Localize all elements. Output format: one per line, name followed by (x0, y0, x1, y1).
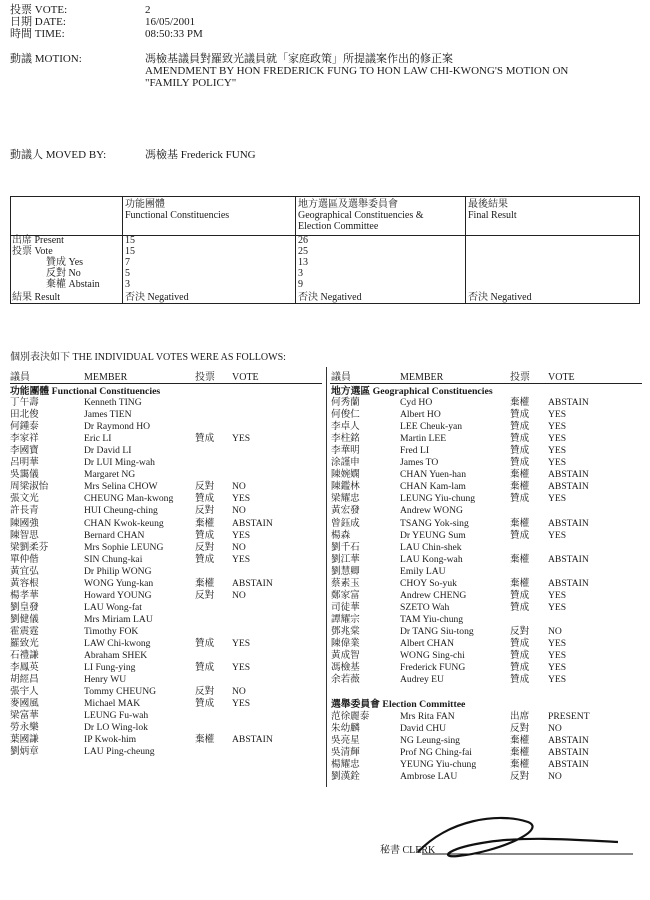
member-name-en: Andrew WONG (400, 505, 463, 517)
member-name-en: HUI Cheung-ching (84, 505, 158, 517)
vote-zh: 反對 (510, 771, 530, 783)
vote-zh: 反對 (195, 481, 215, 493)
vote-en: YES (548, 457, 567, 469)
member-name-en: NG Leung-sing (400, 735, 460, 747)
date-label: 日期 DATE: (10, 16, 66, 28)
vote-en: YES (232, 698, 251, 710)
member-name-en: Prof NG Ching-fai (400, 747, 472, 759)
header-rule-right (330, 383, 642, 384)
vote-zh: 贊成 (510, 589, 530, 601)
vote-en: YES (232, 493, 251, 505)
member-name-en: LAW Chi-kwong (84, 638, 151, 649)
member-name-zh: 何鍾泰 (10, 421, 39, 433)
member-name-zh: 李華明 (331, 445, 360, 457)
member-name-zh: 黃宜弘 (10, 565, 39, 577)
vote-en: ABSTAIN (548, 553, 589, 565)
functional-yes: 7 (125, 257, 130, 268)
member-name-zh: 田北俊 (10, 409, 39, 421)
vote-en: YES (548, 601, 567, 613)
vote-en: ABSTAIN (232, 577, 273, 589)
vote-en: YES (548, 662, 567, 674)
vote-zh: 贊成 (510, 650, 530, 662)
member-name-zh: 司徒華 (331, 601, 360, 613)
col-vote-zh-left: 投票 (195, 372, 215, 383)
member-name-en: WONG Sing-chi (400, 650, 465, 662)
vote-en: YES (548, 638, 567, 649)
vote-zh: 棄權 (195, 734, 215, 746)
member-name-en: Dr YEUNG Sum (400, 529, 466, 541)
vote-en: NO (232, 541, 246, 553)
member-name-zh: 許長青 (10, 505, 39, 517)
member-name-en: Dr Raymond HO (84, 421, 151, 433)
member-name-en: LAU Kong-wah (400, 553, 463, 565)
member-name-en: TSANG Yok-sing (400, 517, 469, 529)
member-name-en: LAU Ping-cheung (84, 746, 155, 758)
member-name-zh: 霍震霆 (10, 625, 39, 637)
member-name-en: WONG Yung-kan (84, 577, 154, 589)
vote-en: YES (548, 493, 567, 505)
row-label-no: 反對 No (46, 268, 81, 279)
member-name-en: Mrs Sophie LEUNG (84, 541, 164, 553)
vote-en: ABSTAIN (548, 469, 589, 481)
member-name-en: Martin LEE (400, 433, 447, 445)
vote-zh: 贊成 (510, 409, 530, 421)
member-name-zh: 鄧兆棠 (331, 625, 360, 637)
header-functional-en: Functional Constituencies (125, 210, 230, 221)
vote-en: YES (548, 433, 567, 445)
member-name-zh: 李家祥 (10, 433, 39, 445)
col-member-en-left: MEMBER (84, 372, 128, 383)
vote-zh: 贊成 (195, 529, 215, 541)
member-name-en: Dr LO Wing-lok (84, 722, 148, 734)
member-name-zh: 周梁淑怡 (10, 481, 49, 493)
member-name-zh: 余若薇 (331, 674, 360, 686)
member-name-zh: 何秀蘭 (331, 397, 360, 408)
vote-zh: 贊成 (510, 421, 530, 433)
vote-zh: 棄權 (510, 517, 530, 529)
vote-zh: 贊成 (510, 638, 530, 649)
member-name-zh: 劉慧卿 (331, 565, 360, 577)
member-name-zh: 劉漢銓 (331, 771, 360, 783)
vote-zh: 棄權 (510, 747, 530, 759)
member-name-zh: 吳亮星 (331, 735, 360, 747)
vote-zh: 棄權 (510, 397, 530, 408)
member-name-en: SZETO Wah (400, 601, 450, 613)
motion-title-en: AMENDMENT BY HON FREDERICK FUNG TO HON LAW CHI-KWONG'S MOTION ON (145, 65, 569, 77)
vote-en: NO (232, 686, 246, 698)
row-label-abstain: 棄權 Abstain (46, 279, 100, 290)
member-name-zh: 陳婉嫻 (331, 469, 360, 481)
member-name-zh: 呂明華 (10, 457, 39, 469)
functional-vote: 15 (125, 246, 135, 257)
member-name-zh: 陳鑑林 (331, 481, 360, 493)
member-name-en: Howard YOUNG (84, 589, 152, 601)
member-name-en: Tommy CHEUNG (84, 686, 157, 698)
member-name-en: Mrs Miriam LAU (84, 613, 153, 625)
vote-en: YES (232, 529, 251, 541)
clerk-label: 秘書 CLERK (380, 845, 436, 856)
vote-en: ABSTAIN (548, 397, 589, 408)
member-name-en: CHEUNG Man-kwong (84, 493, 174, 505)
vote-zh: 反對 (195, 589, 215, 601)
vote-en: ABSTAIN (232, 734, 273, 746)
member-name-zh: 朱幼麟 (331, 723, 360, 735)
vote-en: NO (548, 625, 562, 637)
vote-en: YES (548, 421, 567, 433)
header-geographical-en-2: Election Committee (298, 221, 379, 232)
vote-zh: 贊成 (195, 553, 215, 565)
member-name-zh: 涂謹申 (331, 457, 360, 469)
member-name-en: Kenneth TING (84, 397, 142, 408)
vote-number-label: 投票 VOTE: (10, 4, 68, 16)
header-functional-zh: 功能團體 (125, 199, 165, 210)
member-name-en: Dr TANG Siu-tong (400, 625, 474, 637)
functional-no: 5 (125, 268, 130, 279)
member-name-zh: 陳智思 (10, 529, 39, 541)
vote-zh: 贊成 (195, 493, 215, 505)
vote-zh: 棄權 (510, 481, 530, 493)
geographical-result: 否決 Negatived (298, 292, 362, 303)
vote-zh: 贊成 (510, 674, 530, 686)
member-name-en: CHAN Kam-lam (400, 481, 466, 493)
vote-zh: 反對 (195, 686, 215, 698)
col-member-en-right: MEMBER (400, 372, 444, 383)
member-name-en: Audrey EU (400, 674, 444, 686)
moved-by-label: 動議人 MOVED BY: (10, 149, 107, 161)
header-geographical-zh: 地方選區及選舉委員會 (298, 199, 398, 210)
member-name-en: Frederick FUNG (400, 662, 466, 674)
motion-title-zh: 馮檢基議員對羅致光議員就「家庭政策」所提議案作出的修正案 (145, 53, 453, 65)
member-name-zh: 麥國風 (10, 698, 39, 710)
vote-zh: 贊成 (510, 493, 530, 505)
functional-result: 否決 Negatived (125, 292, 189, 303)
vote-en: YES (548, 674, 567, 686)
member-name-en: Michael MAK (84, 698, 141, 710)
member-name-zh: 劉千石 (331, 541, 360, 553)
vote-en: YES (232, 638, 251, 649)
member-name-en: CHOY So-yuk (400, 577, 457, 589)
member-name-en: Eric LI (84, 433, 112, 445)
vote-zh: 贊成 (510, 662, 530, 674)
member-name-en: LAU Wong-fat (84, 601, 142, 613)
member-name-zh: 石禮謙 (10, 650, 39, 662)
vote-zh: 贊成 (195, 662, 215, 674)
member-name-en: TAM Yiu-chung (400, 613, 464, 625)
vote-zh: 贊成 (195, 638, 215, 649)
member-name-zh: 勞永樂 (10, 722, 39, 734)
member-name-zh: 梁耀忠 (331, 493, 360, 505)
vote-zh: 贊成 (510, 457, 530, 469)
vote-en: ABSTAIN (548, 759, 589, 771)
geographical-vote: 25 (298, 246, 308, 257)
member-name-en: Bernard CHAN (84, 529, 145, 541)
member-name-zh: 李柱銘 (331, 433, 360, 445)
vote-zh: 贊成 (510, 445, 530, 457)
vote-en: YES (548, 650, 567, 662)
member-name-en: David CHU (400, 723, 447, 735)
member-name-en: SIN Chung-kai (84, 553, 143, 565)
member-name-en: Dr Philip WONG (84, 565, 152, 577)
member-name-en: LEUNG Fu-wah (84, 710, 149, 722)
member-name-zh: 劉炳章 (10, 746, 39, 758)
vote-en: YES (548, 445, 567, 457)
member-name-zh: 張宇人 (10, 686, 39, 698)
member-name-en: Cyd HO (400, 397, 433, 408)
header-rule-left (10, 383, 322, 384)
vote-zh: 棄權 (510, 735, 530, 747)
vote-zh: 棄權 (195, 517, 215, 529)
geographical-abstain: 9 (298, 279, 303, 290)
row-label-yes: 贊成 Yes (46, 257, 84, 268)
member-name-en: LI Fung-ying (84, 662, 136, 674)
member-name-zh: 劉江華 (331, 553, 360, 565)
member-name-en: James TIEN (84, 409, 132, 421)
vote-en: ABSTAIN (548, 577, 589, 589)
member-name-zh: 楊森 (331, 529, 351, 541)
vote-zh: 棄權 (510, 553, 530, 565)
vote-en: ABSTAIN (548, 481, 589, 493)
vote-zh: 反對 (510, 723, 530, 735)
member-name-en: YEUNG Yiu-chung (400, 759, 477, 771)
vote-en: YES (548, 409, 567, 421)
member-name-en: Dr David LI (84, 445, 132, 457)
col-vote-en-right: VOTE (548, 372, 575, 383)
time-value: 08:50:33 PM (145, 28, 203, 40)
geographical-present: 26 (298, 235, 308, 246)
member-name-zh: 楊耀忠 (331, 759, 360, 771)
member-name-en: Andrew CHENG (400, 589, 467, 601)
member-name-en: Emily LAU (400, 565, 446, 577)
header-geographical-en: Geographical Constituencies & (298, 210, 424, 221)
vote-en: NO (232, 505, 246, 517)
col-member-zh-right: 議員 (331, 372, 351, 383)
member-name-zh: 李國寶 (10, 445, 39, 457)
vote-zh: 反對 (195, 541, 215, 553)
row-label-result: 結果 Result (12, 292, 61, 303)
member-name-en: Albert HO (400, 409, 441, 421)
vote-zh: 棄權 (510, 469, 530, 481)
member-name-zh: 梁富華 (10, 710, 39, 722)
vote-en: NO (548, 723, 562, 735)
member-name-zh: 梁劉柔芬 (10, 541, 49, 553)
vote-zh: 贊成 (510, 601, 530, 613)
member-name-zh: 楊孝華 (10, 589, 39, 601)
member-name-en: Dr LUI Ming-wah (84, 457, 155, 469)
member-name-en: Fred LI (400, 445, 430, 457)
date-value: 16/05/2001 (145, 16, 196, 28)
vote-zh: 棄權 (510, 759, 530, 771)
vote-zh: 反對 (510, 625, 530, 637)
member-name-zh: 丁午壽 (10, 397, 39, 408)
vote-number-value: 2 (145, 4, 151, 16)
motion-title-en-cont: "FAMILY POLICY" (145, 77, 237, 89)
member-name-zh: 吳清輝 (331, 747, 360, 759)
vote-en: NO (548, 771, 562, 783)
vote-en: ABSTAIN (232, 517, 273, 529)
member-name-zh: 陳偉業 (331, 638, 360, 649)
member-name-zh: 黃宏發 (331, 505, 360, 517)
column-divider (326, 367, 327, 787)
member-name-zh: 胡經昌 (10, 674, 39, 686)
vote-en: YES (548, 589, 567, 601)
vote-en: PRESENT (548, 711, 590, 722)
member-name-en: Ambrose LAU (400, 771, 458, 783)
vote-en: YES (232, 662, 251, 674)
member-name-zh: 陳國強 (10, 517, 39, 529)
member-name-en: CHAN Kwok-keung (84, 517, 164, 529)
header-final-en: Final Result (468, 210, 517, 221)
col-vote-en-left: VOTE (232, 372, 259, 383)
moved-by-value: 馮檢基 Frederick FUNG (145, 149, 256, 161)
final-result: 否決 Negatived (468, 292, 532, 303)
motion-label: 動議 MOTION: (10, 53, 82, 65)
vote-en: YES (548, 529, 567, 541)
vote-zh: 贊成 (510, 433, 530, 445)
member-name-zh: 張文光 (10, 493, 39, 505)
member-name-zh: 劉皇發 (10, 601, 39, 613)
member-name-en: LEE Cheuk-yan (400, 421, 463, 433)
vote-zh: 贊成 (195, 433, 215, 445)
member-name-zh: 吳靄儀 (10, 469, 39, 481)
member-name-en: Abraham SHEK (84, 650, 148, 662)
time-label: 時間 TIME: (10, 28, 65, 40)
geographical-section-title: 地方選區 Geographical Constituencies (331, 386, 493, 397)
member-name-zh: 劉健儀 (10, 613, 39, 625)
member-name-en: Timothy FOK (84, 625, 139, 637)
member-name-zh: 葉國謙 (10, 734, 39, 746)
member-name-zh: 蔡素玉 (331, 577, 360, 589)
vote-en: ABSTAIN (548, 735, 589, 747)
member-name-en: LEUNG Yiu-chung (400, 493, 476, 505)
vote-en: ABSTAIN (548, 747, 589, 759)
member-name-zh: 黃成智 (331, 650, 360, 662)
clerk-signature (378, 812, 638, 872)
vote-en: NO (232, 589, 246, 601)
member-name-zh: 曾鈺成 (331, 517, 360, 529)
member-name-zh: 李卓人 (331, 421, 360, 433)
member-name-zh: 鄭家富 (331, 589, 360, 601)
vote-en: YES (232, 553, 251, 565)
member-name-zh: 馮檢基 (331, 662, 360, 674)
individual-votes-heading: 個別表決如下 THE INDIVIDUAL VOTES WERE AS FOLLOWS: (10, 352, 286, 363)
header-final-zh: 最後結果 (468, 199, 508, 210)
functional-present: 15 (125, 235, 135, 246)
election-section-title: 選舉委員會 Election Committee (331, 699, 466, 710)
member-name-en: Mrs Rita FAN (400, 711, 455, 722)
member-name-zh: 羅致光 (10, 638, 39, 649)
member-name-zh: 譚耀宗 (331, 613, 360, 625)
row-label-present: 出席 Present (12, 235, 64, 246)
functional-section-title: 功能團體 Functional Constituencies (10, 386, 161, 397)
member-name-en: IP Kwok-him (84, 734, 137, 746)
member-name-zh: 何俊仁 (331, 409, 360, 421)
vote-en: YES (232, 433, 251, 445)
member-name-zh: 范徐麗泰 (331, 711, 370, 722)
vote-zh: 棄權 (195, 577, 215, 589)
functional-abstain: 3 (125, 279, 130, 290)
member-name-zh: 黃容根 (10, 577, 39, 589)
member-name-en: Margaret NG (84, 469, 136, 481)
member-name-en: Henry WU (84, 674, 127, 686)
vote-zh: 贊成 (195, 698, 215, 710)
member-name-en: CHAN Yuen-han (400, 469, 466, 481)
col-vote-zh-right: 投票 (510, 372, 530, 383)
geographical-yes: 13 (298, 257, 308, 268)
vote-zh: 贊成 (510, 529, 530, 541)
member-name-en: Albert CHAN (400, 638, 455, 649)
summary-table (10, 196, 640, 304)
member-name-en: Mrs Selina CHOW (84, 481, 158, 493)
vote-en: ABSTAIN (548, 517, 589, 529)
member-name-en: LAU Chin-shek (400, 541, 462, 553)
vote-en: NO (232, 481, 246, 493)
vote-zh: 棄權 (510, 577, 530, 589)
row-label-vote: 投票 Vote (12, 246, 53, 257)
col-member-zh-left: 議員 (10, 372, 30, 383)
member-name-en: James TO (400, 457, 439, 469)
vote-zh: 反對 (195, 505, 215, 517)
member-name-zh: 單仲偕 (10, 553, 39, 565)
member-name-zh: 李鳳英 (10, 662, 39, 674)
clerk-signature-block (378, 812, 638, 872)
vote-zh: 出席 (510, 711, 530, 722)
geographical-no: 3 (298, 268, 303, 279)
